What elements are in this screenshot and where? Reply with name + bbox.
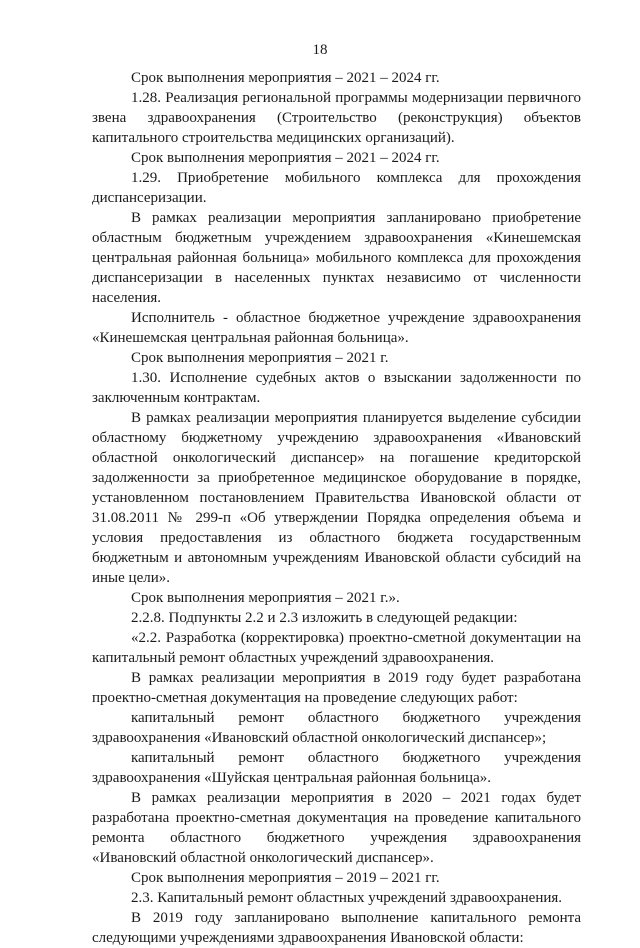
paragraph: В рамках реализации мероприятия планируется выделение субсидии областному бюджетному учреждению здравоохранения «Ивановский областной онкологический диспансер» на погашение кредиторской задолженности за приобретенное медицинское оборудование в порядке, установленном постановлением Правительства Ивановской области от 31.08.2011 № 299-п «Об утверждении Порядка определения объема и условия предоставления из областного бюджета государственным бюджетным и автономным учреждениям Ивановской области субсидий на иные цели».	[92, 410, 581, 586]
paragraph: Срок выполнения мероприятия – 2021 г.	[131, 350, 389, 366]
paragraph: 2.2.8. Подпункты 2.2 и 2.3 изложить в следующей редакции:	[131, 610, 518, 626]
paragraph: 1.29. Приобретение мобильного комплекса для прохождения диспансеризации.	[92, 170, 581, 206]
paragraph: Срок выполнения мероприятия – 2021 г.».	[131, 590, 400, 606]
paragraph: капитальный ремонт областного бюджетного учреждения здравоохранения «Ивановский областной онкологический диспансер»;	[92, 710, 581, 746]
paragraph: 1.28. Реализация региональной программы модернизации первичного звена здравоохранения (Строительство (реконструкция) объектов капитального строительства медицинских организаций).	[92, 90, 581, 146]
paragraph: «2.2. Разработка (корректировка) проектно-сметной документации на капитальный ремонт областных учреждений здравоохранения.	[92, 630, 581, 666]
paragraph: В 2019 году запланировано выполнение капитального ремонта следующими учреждениями здравоохранения Ивановской области:	[92, 910, 581, 946]
paragraph: 2.3. Капитальный ремонт областных учреждений здравоохранения.	[131, 890, 563, 906]
paragraph: В рамках реализации мероприятия в 2020 – 2021 годах будет разработана проектно-сметная документация на проведение капитального ремонта областного бюджетного учреждения здравоохранения «Ивановский областной онкологический диспансер».	[92, 790, 581, 866]
paragraph: В рамках реализации мероприятия запланировано приобретение областным бюджетным учреждением здравоохранения «Кинешемская центральная районная больница» мобильного комплекса для прохождения диспансеризации в населенных пунктах независимо от численности населения.	[92, 210, 581, 306]
document-body	[92, 68, 581, 948]
paragraph: Срок выполнения мероприятия – 2021 – 2024 гг.	[131, 150, 440, 166]
paragraph: Срок выполнения мероприятия – 2019 – 2021 гг.	[131, 870, 440, 886]
paragraph: капитальный ремонт областного бюджетного учреждения здравоохранения «Шуйская центральная районная больница».	[92, 750, 581, 786]
paragraph: Исполнитель - областное бюджетное учреждение здравоохранения «Кинешемская центральная районная больница».	[92, 310, 581, 346]
paragraph: В рамках реализации мероприятия в 2019 году будет разработана проектно-сметная документация на проведение следующих работ:	[92, 670, 581, 706]
page-number: 18	[312, 42, 328, 58]
paragraph: Срок выполнения мероприятия – 2021 – 2024 гг.	[131, 70, 440, 86]
paragraph: 1.30. Исполнение судебных актов о взыскании задолженности по заключенным контрактам.	[92, 370, 581, 406]
